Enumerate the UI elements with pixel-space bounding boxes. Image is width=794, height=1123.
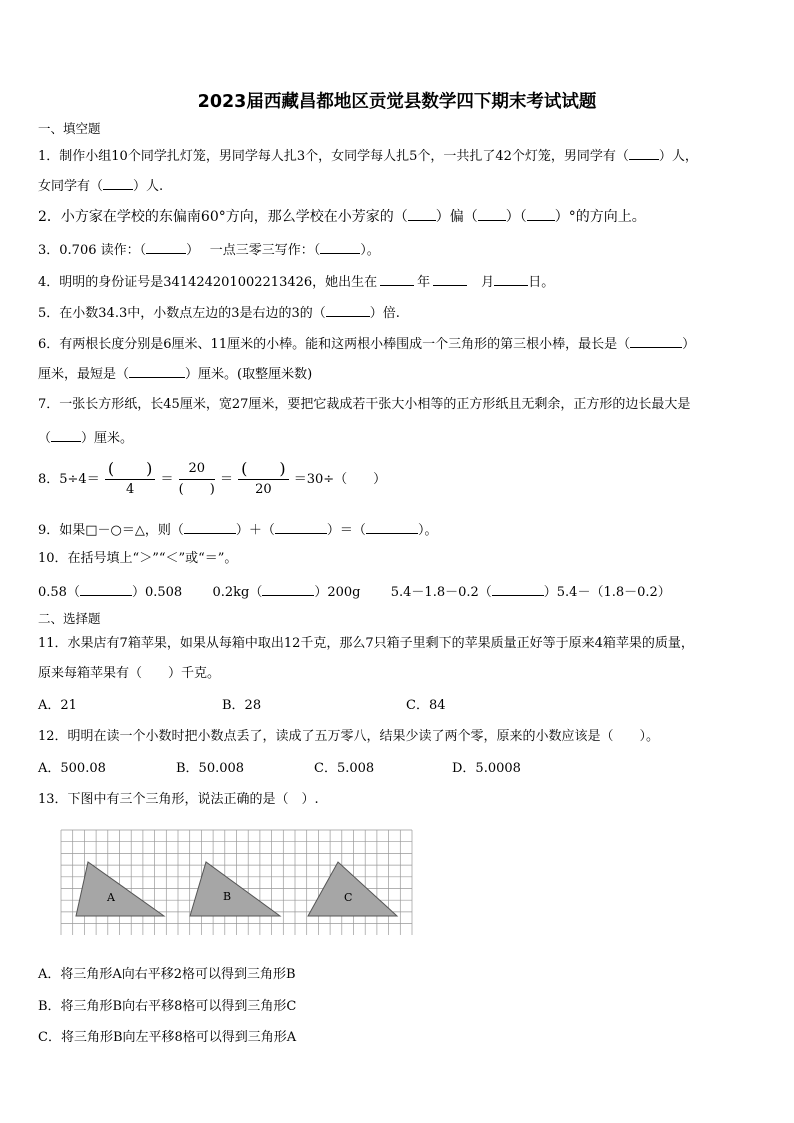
q1-blank-girls[interactable] [103, 176, 133, 190]
question-6-line-2 [38, 364, 312, 383]
q2-text-c: ）（ [505, 209, 527, 225]
question-10-comparisons [38, 582, 671, 601]
q7-blank[interactable] [51, 428, 81, 442]
q2-text-b: ）偏（ [435, 209, 478, 225]
q1-text-c: 女同学有（ [38, 179, 104, 194]
q12-option-b[interactable]: B．50.008 [176, 761, 245, 776]
q13-option-b[interactable]: B．将三角形B向右平移8格可以得到三角形C [38, 999, 297, 1014]
triangle-c [308, 862, 397, 916]
q8-fraction-1-numerator[interactable]: ( ) [105, 459, 156, 480]
triangle-a [76, 862, 164, 916]
q1-text-a: 1．制作小组10个同学扎灯笼，男同学每人扎3个，女同学每人扎5个，一共扎了42个灯笼，男同学有（ [38, 149, 629, 164]
page-title: 2023届西藏昌都地区贡觉县数学四下期末考试试题 [197, 92, 597, 112]
q8-fraction-2-numerator: 20 [179, 459, 215, 480]
q10-blank-2[interactable] [262, 582, 314, 596]
question-8 [38, 458, 386, 502]
q10-c3-right: ）5.4－（1.8－0.2） [543, 585, 671, 600]
q8-fraction-2 [179, 459, 215, 500]
q11-option-c[interactable]: C．84 [406, 698, 446, 713]
q8-equals-2: ＝ [219, 472, 233, 487]
question-12: 12．明明在读一个小数时把小数点丢了，读成了五万零八，结果少读了两个零，原来的小数应该是（ ）。 [38, 729, 660, 744]
q9-text-c: ）＝（ [326, 523, 366, 538]
q11-option-a[interactable]: A．21 [38, 698, 77, 713]
q1-text-b: ）人， [658, 149, 698, 164]
triangle-label-c: C [344, 891, 353, 904]
q3-blank-write[interactable] [320, 240, 360, 254]
q3-text-c: ）。 [360, 243, 380, 258]
q7-text-b: ）厘米。 [81, 431, 134, 446]
q4-text-c: 月 [481, 275, 495, 290]
q10-blank-1[interactable] [80, 582, 132, 596]
triangle-label-a: A [107, 891, 115, 904]
question-1-line-1 [38, 146, 698, 165]
q10-blank-3[interactable] [492, 582, 544, 596]
q9-blank-1[interactable] [184, 520, 236, 534]
q10-c1-right: ）0.508 [131, 585, 183, 600]
q6-text-c: 厘米，最短是（ [38, 367, 130, 382]
question-11-line-2: 原来每箱苹果有（ ）千克。 [38, 666, 221, 681]
q13-option-a[interactable]: A．将三角形A向右平移2格可以得到三角形B [38, 967, 296, 982]
q12-option-d[interactable]: D．5.0008 [452, 761, 521, 776]
section-heading-multiple-choice: 二、选择题 [38, 611, 101, 626]
question-2 [38, 207, 646, 225]
q6-text-d: ）厘米。(取整厘米数) [185, 367, 313, 382]
q1-text-d: ）人. [133, 179, 164, 194]
q1-blank-boys[interactable] [629, 146, 659, 160]
q8-fraction-1 [105, 459, 156, 500]
q4-text-d: 日。 [528, 275, 555, 290]
q4-text-b: 年 [417, 275, 431, 290]
triangle-b [190, 862, 280, 916]
q8-suffix: ＝30÷（ ） [293, 472, 387, 487]
q10-c2-right: ）200g [314, 585, 361, 600]
question-11-line-1: 11．水果店有7箱苹果，如果从每箱中取出12千克，那么7只箱子里剩下的苹果质量正好等于原来4箱苹果的质量， [38, 636, 694, 651]
q4-blank-day[interactable] [494, 272, 528, 286]
q4-blank-month[interactable] [433, 272, 467, 286]
q4-text-a: 4．明明的身份证号是341424201002213426，她出生在 [38, 275, 378, 290]
q9-text-d: ）。 [417, 523, 438, 538]
q9-blank-2[interactable] [275, 520, 327, 534]
q12-option-a[interactable]: A．500.08 [38, 761, 106, 776]
question-6-line-1 [38, 334, 695, 353]
q6-text-a: 6．有两根长度分别是6厘米、11厘米的小棒。能和这两根小棒围成一个三角形的第三根小棒，最长是（ [38, 337, 631, 352]
q5-text-a: 5．在小数34.3中，小数点左边的3是右边的3的（ [38, 306, 326, 321]
q10-c1-left: 0.58（ [38, 585, 80, 600]
q2-text-a: 2．小方家在学校的东偏南60°方向，那么学校在小芳家的（ [38, 209, 408, 225]
q4-blank-year[interactable] [380, 272, 414, 286]
q8-fraction-3 [238, 459, 289, 500]
q13-option-c[interactable]: C．将三角形B向左平移8格可以得到三角形A [38, 1030, 297, 1045]
question-11-options [38, 698, 446, 714]
q9-text-a: 9．如果□－○＝△，则（ [38, 523, 184, 538]
question-9 [38, 520, 437, 539]
question-1-line-2 [38, 176, 163, 195]
q8-fraction-1-denominator: 4 [125, 482, 135, 497]
question-12-options [38, 761, 521, 777]
question-3 [38, 240, 380, 259]
q2-blank-3[interactable] [527, 207, 555, 221]
question-10: 10．在括号填上“＞”“＜”或“＝”。 [38, 551, 238, 566]
q5-text-b: ）倍. [369, 306, 400, 321]
q11-option-b[interactable]: B．28 [222, 698, 262, 713]
q8-fraction-3-denominator: 20 [255, 482, 272, 497]
q9-text-b: ）＋（ [235, 523, 275, 538]
q10-c2-left: 0.2kg（ [212, 585, 263, 600]
q8-fraction-3-numerator[interactable]: ( ) [238, 459, 289, 480]
question-4 [38, 272, 554, 291]
q6-blank-shortest[interactable] [129, 364, 185, 378]
question-5 [38, 303, 400, 322]
q5-blank[interactable] [326, 303, 370, 317]
q6-text-b: ） [682, 337, 696, 352]
q8-fraction-2-denominator[interactable]: ( ) [178, 482, 215, 497]
q8-equals-1: ＝ [160, 472, 174, 487]
q2-blank-2[interactable] [478, 207, 506, 221]
q9-blank-3[interactable] [366, 520, 418, 534]
triangle-grid-figure [60, 829, 414, 935]
q3-text-a: 3．0.706 读作：（ [38, 243, 147, 258]
q2-text-d: ）°的方向上。 [554, 209, 646, 225]
question-7-line-2 [38, 428, 133, 447]
q3-text-b: ） 一点三零三写作：（ [186, 243, 321, 258]
q12-option-c[interactable]: C．5.008 [314, 761, 375, 776]
q6-blank-longest[interactable] [630, 334, 682, 348]
q7-text-a: （ [38, 431, 52, 446]
q10-c3-left: 5.4－1.8－0.2（ [390, 585, 492, 600]
triangle-label-b: B [223, 890, 232, 903]
question-13: 13．下图中有三个三角形，说法正确的是（ ）. [38, 792, 319, 807]
q3-blank-read[interactable] [146, 240, 186, 254]
section-heading-fill-blank: 一、填空题 [38, 121, 101, 136]
question-7-line-1: 7．一张长方形纸，长45厘米，宽27厘米，要把它裁成若干张大小相等的正方形纸且无剩余，正方形的边长最大是 [38, 397, 691, 412]
q8-prefix: 8．5÷4＝ [38, 472, 100, 487]
q2-blank-1[interactable] [408, 207, 436, 221]
